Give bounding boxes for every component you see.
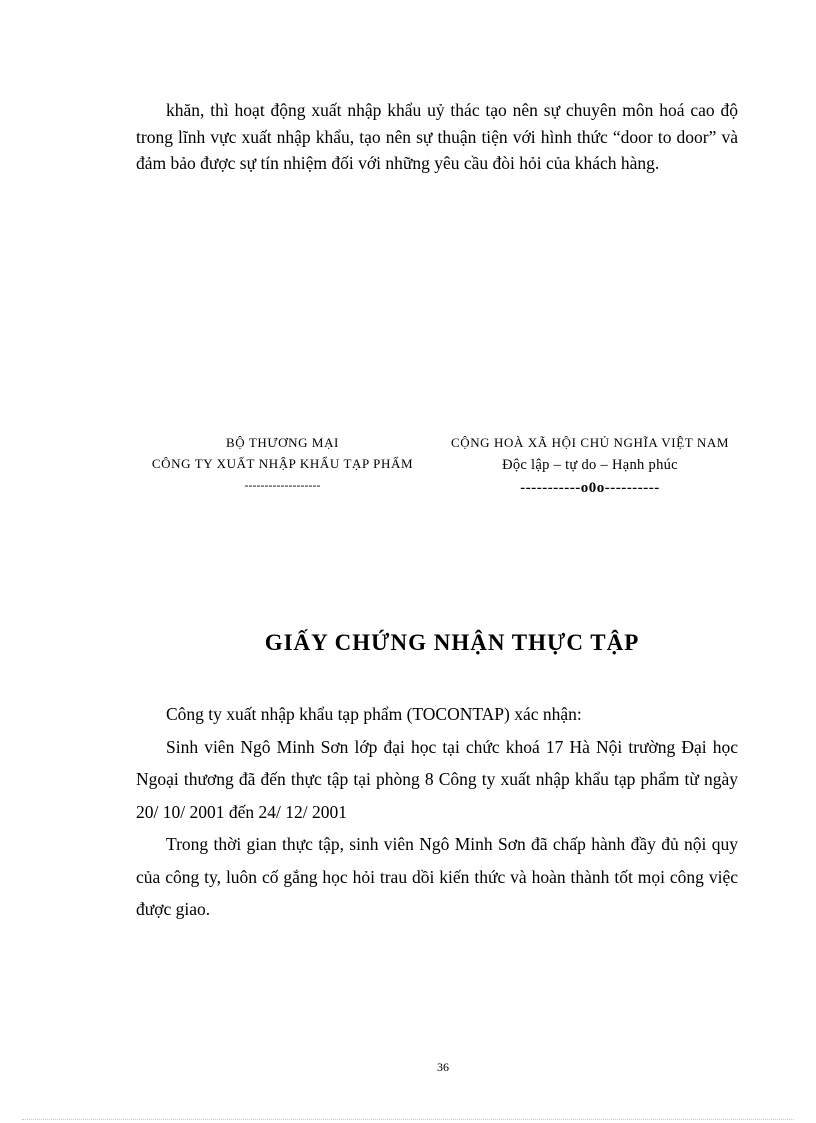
country-name: CỘNG HOÀ XÃ HỘI CHỦ NGHĨA VIỆT NAM [450,435,730,450]
performance-statement: Trong thời gian thực tập, sinh viên Ngô Minh Sơn đã chấp hành đầy đủ nội quy của công ty, luôn cố gắng học hỏi trau dồi kiến thức và hoàn thành tốt mọi công việc được giao. [136,834,738,919]
confirmation-line: Công ty xuất nhập khẩu tạp phẩm (TOCONTAP) xác nhận: [166,704,582,724]
national-separator: -----------o0o---------- [520,480,660,496]
certificate-body [136,698,738,926]
certificate-title: GIẤY CHỨNG NHẬN THỰC TẬP [264,630,640,655]
national-header [440,432,740,499]
issuer-separator: ------------------- [244,478,321,492]
internship-details: Sinh viên Ngô Minh Sơn lớp đại học tại chức khoá 17 Hà Nội trường Đại học Ngoại thương đã đến thực tập tại phòng 8 Công ty xuất nhập khẩu tạp phẩm từ ngày 20/ 10/ 2001 đến 24/ 12/ 2001 [136,736,738,822]
national-motto: Độc lập – tự do – Hạnh phúc [502,457,678,473]
company-name: CÔNG TY XUẤT NHẬP KHẨU TẠP PHẨM [151,456,414,471]
issuer-header [140,432,425,496]
intro-paragraph: khăn, thì hoạt động xuất nhập khẩu uỷ thác tạo nên sự chuyên môn hoá cao độ trong lĩnh vực xuất nhập khẩu, tạo nên sự thuận tiện với hình thức “door to door” và đảm bảo được sự tín nhiệm đối với những yêu cầu đòi hỏi của khách hàng. [136,100,738,173]
page-number: 36 [437,1060,449,1074]
page-bottom-divider [22,1119,794,1120]
ministry-name: BỘ THƯƠNG MẠI [226,435,339,450]
